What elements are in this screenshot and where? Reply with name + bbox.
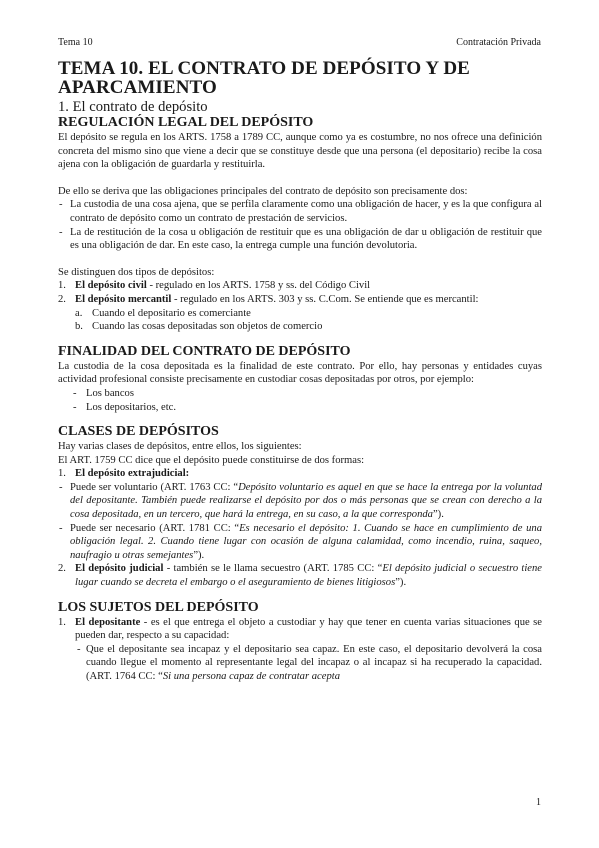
paragraph: De ello se deriva que las obligaciones principales del contrato de depósito son precisamente dos: xyxy=(58,185,468,197)
list-item: - Los bancos xyxy=(58,387,542,401)
page-content xyxy=(58,55,542,684)
header-left: Tema 10 xyxy=(58,37,93,48)
section-subtitle: 1. El contrato de depósito xyxy=(58,99,208,115)
list-item: - Puede ser necesario (ART. 1781 CC: “Es necesario el depósito: 1. Cuando se hace en cumplimiento de una obligación legal. 2. Cuando tiene lugar con ocasión de alguna calamidad, como incendio, ruina, saqueo, naufragio u otras semejantes”). xyxy=(58,522,542,563)
paragraph: La custodia de la cosa depositada es la finalidad de este contrato. Por ello, hay personas y entidades cuyas actividad profesional consiste precisamente en custodiar cosas depositadas por otros, por ejemplo: xyxy=(58,360,542,386)
list-item: - Los depositarios, etc. xyxy=(58,401,542,415)
list-item: 1. El depósito extrajudicial: xyxy=(58,468,190,480)
document-title: TEMA 10. EL CONTRATO DE DEPÓSITO Y DE APARCAMIENTO xyxy=(58,58,470,98)
list-item: - Puede ser voluntario (ART. 1763 CC: “Depósito voluntario es aquel en que se hace la entrega por la voluntad del depositante. También puede realizarse el depósito por dos o más personas que se crean con derecho a la cosa depositada, en un tercero, que hará la entrega, en su caso, a la que corresponda”). xyxy=(58,481,542,522)
list-item: - La de restitución de la cosa u obligación de restituir que es una obligación de dar u obligación de restituir que es una obligación de dar. En este caso, la entrega cumple una función devolutoria. xyxy=(58,226,542,253)
list-item: b. Cuando las cosas depositadas son objetos de comercio xyxy=(75,321,323,333)
paragraph: Hay varias clases de depósitos, entre ellos, los siguientes: xyxy=(58,441,302,453)
list-item: a. Cuando el depositario es comerciante xyxy=(75,307,251,319)
heading-regulacion: REGULACIÓN LEGAL DEL DEPÓSITO xyxy=(58,115,314,130)
paragraph: Se distinguen dos tipos de depósitos: xyxy=(58,266,215,278)
paragraph: El ART. 1759 CC dice que el depósito puede constituirse de dos formas: xyxy=(58,454,365,466)
page-header xyxy=(58,37,541,48)
page-number: 1 xyxy=(536,797,541,808)
list-item: 2. El depósito mercantil - regulado en los ARTS. 303 y ss. C.Com. Se entiende que es mercantil: xyxy=(58,293,479,305)
list-item: - Que el depositante sea incapaz y el depositario sea capaz. En este caso, el depositario devolverá la cosa cuando llegue el momento al representante legal del incapaz o al incapaz si ha recuperado la capacidad. (ART. 1764 CC: “Si una persona capaz de contratar acepta xyxy=(58,643,542,684)
heading-clases: CLASES DE DEPÓSITOS xyxy=(58,424,219,440)
list-item: 1. El depósito civil - regulado en los ARTS. 1758 y ss. del Código Civil xyxy=(58,280,371,292)
list-item: 1. El depositante - es el que entrega el objeto a custodiar y hay que tener en cuenta varias situaciones que se pueden dar, respecto a su capacidad: xyxy=(58,616,543,642)
paragraph: El depósito se regula en los ARTS. 1758 a 1789 CC, aunque como ya es costumbre, no nos ofrece una definición concreta del mismo sino que viene a decir que se constituye desde que una persona (el depositario) recibe la cosa ajena con la obligación de guardarla y restituirla. xyxy=(58,132,542,171)
list-item: 2. El depósito judicial - también se le llama secuestro (ART. 1785 CC: “El depósito judicial o secuestro tiene lugar cuando se decreta el embargo o el aseguramiento de bienes litigiosos”). xyxy=(58,563,542,589)
list-item: - La custodia de una cosa ajena, que se perfila claramente como una obligación de hacer, y es la que configura al contrato de depósito como un contrato de prestación de servicios. xyxy=(58,198,542,225)
heading-sujetos: LOS SUJETOS DEL DEPÓSITO xyxy=(58,599,259,615)
heading-finalidad: FINALIDAD DEL CONTRATO DE DEPÓSITO xyxy=(58,343,351,359)
header-right: Contratación Privada xyxy=(456,37,541,48)
